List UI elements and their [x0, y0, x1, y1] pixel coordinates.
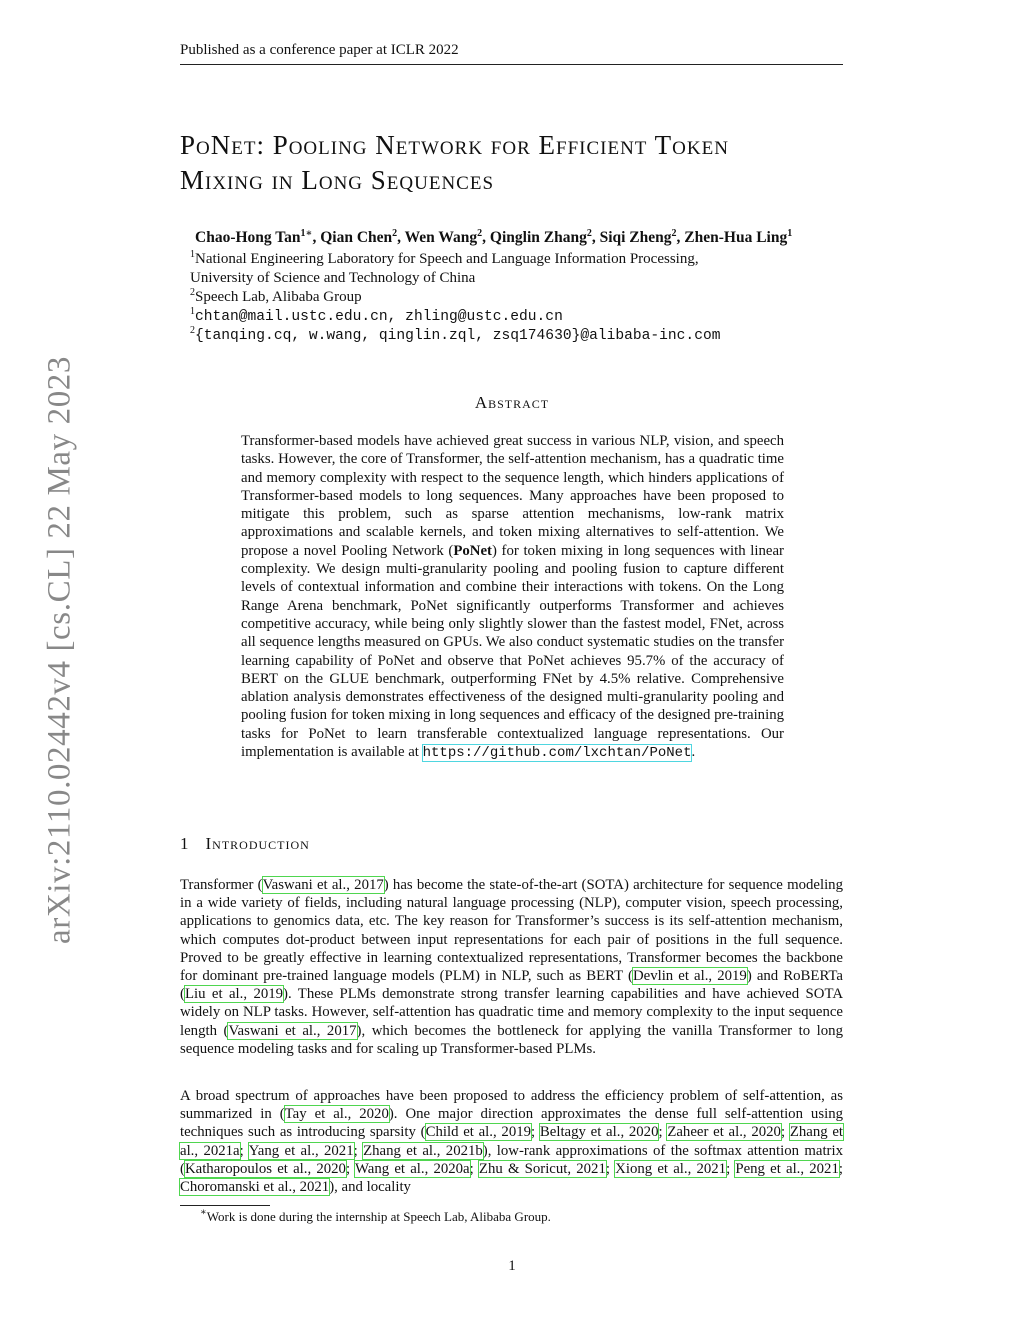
author-name: Qinglin Zhang: [489, 229, 587, 246]
affiliation-1: [190, 250, 699, 288]
author-affil-mark: 2: [671, 228, 677, 239]
intro-paragraph-1: [180, 876, 843, 1058]
running-header: Published as a conference paper at ICLR 2022: [180, 42, 843, 65]
author-affil-mark: 1: [787, 228, 793, 239]
title-line-2: Mixing in Long Sequences: [180, 165, 495, 195]
citation-link[interactable]: Choromanski et al., 2021: [180, 1179, 330, 1196]
citation-link[interactable]: Devlin et al., 2019: [632, 968, 747, 985]
citation-link[interactable]: Xiong et al., 2021: [615, 1160, 727, 1177]
author-name: Zhen-Hua Ling: [684, 229, 788, 246]
author-name: Wen Wang: [404, 229, 478, 246]
affiliation-2-text: Speech Lab, Alibaba Group: [195, 289, 362, 305]
paper-title: [180, 128, 843, 198]
arxiv-stamp: arXiv:2110.02442v4 [cs.CL] 22 May 2023: [41, 355, 78, 945]
affil-mark: 1: [190, 249, 195, 260]
abstract-heading: Abstract: [474, 393, 550, 412]
author-list: Chao-Hong Tan$^{1∗}$, Qian Chen$^2$, Wen Wang$^2$, Qinglin Zhang$^2$, Siqi Zheng$^2$, Zhen-Hua Ling$^1$: [195, 228, 793, 246]
text-run: ;: [345, 1160, 355, 1177]
abstract-body: [241, 432, 784, 762]
text-run: ;: [780, 1124, 790, 1141]
affil-mark: 2: [190, 287, 195, 298]
author-name: Chao-Hong Tan: [195, 229, 301, 246]
citation-link[interactable]: Child et al., 2019: [425, 1124, 532, 1141]
citation-link[interactable]: Vaswani et al., 2017: [262, 877, 384, 893]
text-run: ;: [605, 1160, 616, 1177]
text-run: ;: [658, 1124, 668, 1141]
text-run: ;: [726, 1160, 736, 1177]
citation-link[interactable]: Liu et al., 2019: [184, 986, 284, 1003]
citation-link[interactable]: Tay et al., 2020: [284, 1106, 389, 1123]
affil-mark: 1: [190, 306, 195, 317]
text-run: ). One major direction approximates the dense full self-attention using techniques such as introducing sparsity (: [180, 1106, 843, 1141]
affil-mark: 2: [190, 325, 195, 336]
affiliation-1-line-2: University of Science and Technology of China: [190, 270, 476, 286]
text-run: ;: [469, 1160, 479, 1177]
citation-link[interactable]: Yang et al., 2021: [248, 1142, 354, 1159]
author-affil-mark: 2: [586, 228, 592, 239]
text-run: ;: [239, 1142, 249, 1159]
author-affil-mark: 2: [392, 228, 398, 239]
footnote-text: Work is done during the internship at Speech Lab, Alibaba Group.: [206, 1209, 551, 1224]
citation-link[interactable]: Zhu & Soricut, 2021: [478, 1160, 606, 1177]
citation-link[interactable]: Beltagy et al., 2020: [539, 1124, 659, 1141]
citation-link[interactable]: Zhang et al., 2021a: [180, 1124, 844, 1159]
citation-link[interactable]: Peng et al., 2021: [735, 1160, 839, 1177]
abstract-bold-term: PoNet: [453, 542, 492, 559]
citation-link[interactable]: Katharopoulos et al., 2020: [184, 1160, 346, 1177]
text-run: A broad spectrum of approaches have been proposed to address the efficiency problem of self-attention, as summarized in (: [180, 1088, 843, 1123]
citation-link[interactable]: Vaswani et al., 2017: [228, 1022, 357, 1039]
email-2-text: {tanqing.cq, w.wang, qinglin.zql, zsq174630}@alibaba-inc.com: [195, 328, 721, 344]
text-run: ) has become the state-of-the-art (SOTA) architecture for sequence modeling in a wide variety of fields, including natural language processing (NLP), computer vision, speech processing, applications to genomics data, etc. The key reason for Transformer’s success is its self-attention mechanism, which computes dot-product between input representations for each pair of positions in the full sequence. Proved to be greatly effective in learning contextualized representations, Transformer becomes the backbone for dominant pre-trained language models (PLM) in NLP, such as BERT (: [180, 877, 843, 985]
footnote-rule: [180, 1205, 270, 1206]
email-line-1: [190, 307, 563, 327]
section-heading-introduction: [180, 834, 310, 854]
text-run: ), and locality: [329, 1179, 411, 1196]
affiliation-2: [190, 288, 362, 307]
section-number: 1: [180, 834, 190, 853]
text-run: ), which becomes the bottleneck for applying the vanilla Transformer to long sequence modeling tasks and for scaling up Transformer-based PLMs.: [180, 1022, 843, 1057]
footnote-mark: ∗: [200, 1207, 207, 1218]
title-line-1: PoNet: Pooling Network for Efficient Token: [180, 130, 729, 160]
footnote: [200, 1209, 551, 1225]
text-run: ), low-rank approximations of the softmax attention matrix (: [180, 1142, 843, 1177]
citation-link[interactable]: Zhang et al., 2021b: [363, 1142, 483, 1159]
page-number: 1: [508, 1258, 516, 1274]
email-1-text: chtan@mail.ustc.edu.cn, zhling@ustc.edu.cn: [195, 309, 563, 325]
text-run: Transformer (: [180, 877, 263, 893]
author-name: Qian Chen: [320, 229, 393, 246]
intro-paragraph-2: [180, 1087, 843, 1196]
abstract-text-1: Transformer-based models have achieved great success in various NLP, vision, and speech tasks. However, the core of Transformer, the self-attention mechanism, has a quadratic time and memory complexity with respect to the sequence length, which hinders applications of Transformer-based models to long sequences. Many approaches have been proposed to mitigate this problem, such as sparse attention mechanisms, low-rank matrix approximations and scalable kernels, and token mixing alternatives to self-attention. We propose a novel Pooling Network (: [241, 433, 784, 559]
abstract-end: .: [691, 744, 696, 761]
author-affil-mark: 2: [477, 228, 483, 239]
citation-link[interactable]: Wang et al., 2020a: [355, 1160, 470, 1177]
text-run: ) and RoBERTa (: [180, 968, 843, 1003]
citation-link[interactable]: Zaheer et al., 2020: [667, 1124, 781, 1141]
affiliation-1-line-1: National Engineering Laboratory for Speech and Language Information Processing,: [195, 251, 699, 267]
email-line-2: [190, 326, 720, 346]
text-run: ;: [353, 1142, 364, 1159]
text-run: ;: [531, 1124, 540, 1141]
text-run: ). These PLMs demonstrate strong transfer learning capabilities and have achieved SOTA widely on NLP tasks. However, self-attention has quadratic time and memory complexity to the input sequence length (: [180, 986, 844, 1039]
github-link[interactable]: https://github.com/lxchtan/PoNet: [422, 745, 692, 762]
author-name: Siqi Zheng: [599, 229, 672, 246]
section-title: Introduction: [205, 834, 310, 853]
abstract-text-2: ) for token mixing in long sequences with linear complexity. We design multi-granularity pooling and pooling fusion to capture different levels of contextual information and combine their interactions with tokens. On the Long Range Arena benchmark, PoNet significantly outperforms Transformer and achieves competitive accuracy, while being only slightly slower than the fastest model, FNet, across all sequence lengths measured on GPUs. We also conduct systematic studies on the transfer learning capability of PoNet and observe that PoNet achieves 95.7% of the accuracy of BERT on the GLUE benchmark, outperforming FNet by 4.5% relative. Comprehensive ablation analysis demonstrates effectiveness of the designed multi-granularity pooling and pooling fusion for token mixing in long sequences and efficacy of the designed pre-training tasks for PoNet to learn transferable contextualized language representations. Our implementation is available at: [241, 542, 784, 761]
author-affil-mark: 1∗: [300, 228, 313, 239]
text-run: ;: [838, 1160, 843, 1177]
